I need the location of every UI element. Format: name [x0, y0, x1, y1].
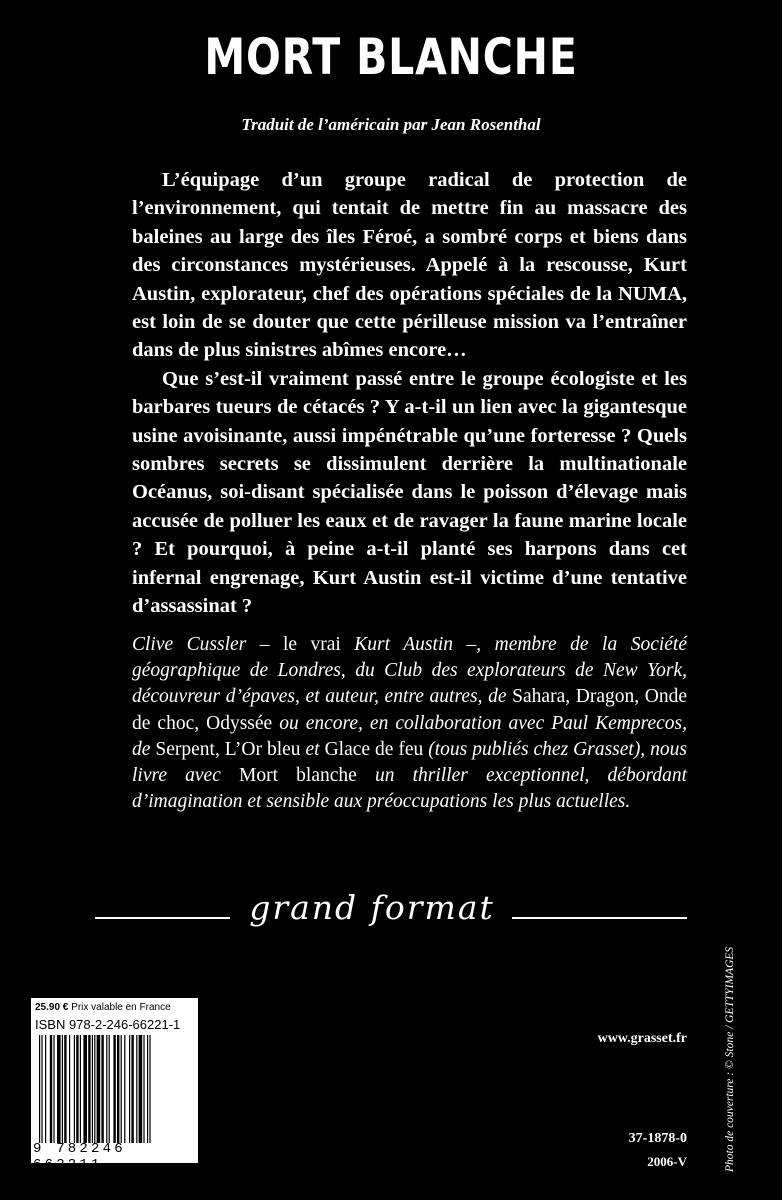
- barcode-bar: [64, 1035, 66, 1143]
- bio-fragment: (tous publiés chez Grasset), nous livre avec: [132, 738, 687, 787]
- book-titles: Glace de feu: [324, 738, 424, 760]
- summary-paragraph: L’équipage d’un groupe radical de protection de l’environnement, qui tentait de mettre fin au massacre des baleines au large des îles Féroé, a sombré corps et biens dans des circonstances mystérieuses. Appelé à la rescousse, Kurt Austin, explorateur, chef des opérations spéciales de la NUMA, est loin de se douter que cette périlleuse mission va l’entraîner dans de plus sinistres abîmes encore…: [132, 169, 687, 362]
- barcode-bar: [53, 1035, 54, 1143]
- barcode-bar: [143, 1035, 144, 1143]
- barcode-label: [31, 998, 198, 1173]
- barcode-bar: [129, 1035, 130, 1143]
- summary-paragraph: Que s’est-il vraiment passé entre le groupe écologiste et les barbares tueurs de cétacés ? Y a-t-il un lien avec la gigantesque usine avoisinante, aussi impénétrable qu’une forteresse ? Quels sombres secrets se dissimulent derrière la multinationale Océanus, soi-disant spécialisée dans le poisson d’élevage mais accusée de polluer les eaux et de ravager la faune marine locale ? Et pourquoi, à peine a-t-il planté ses harpons dans cet infernal engrenage, Kurt Austin est-il victime d’une tentative d’assassinat ?: [132, 367, 687, 618]
- barcode-bar: [57, 1035, 61, 1143]
- barcode-bar: [106, 1035, 107, 1143]
- imprint-logo: grand format: [249, 888, 495, 927]
- barcode-bars: [35, 1035, 194, 1143]
- imprint-rule-right: [512, 917, 687, 919]
- catalog-code: 37-1878-0: [628, 1131, 687, 1146]
- barcode-bar: [113, 1035, 115, 1143]
- barcode-bar: [149, 1035, 150, 1143]
- barcode-bar: [92, 1035, 93, 1143]
- bio-fragment: un thriller exceptionnel, débordant d’imagination et sensible aux préoccupations les plus actuelles.: [132, 765, 687, 813]
- summary-text: [132, 166, 687, 621]
- edition-code: 2006-V: [647, 1154, 687, 1169]
- barcode-bar: [136, 1035, 137, 1143]
- price: 25.90 €: [35, 1002, 69, 1013]
- barcode-bar: [74, 1035, 75, 1143]
- barcode-bar: [83, 1035, 87, 1143]
- book-titles: Sahara, Dragon, Onde de choc, Odyssée: [132, 686, 687, 734]
- bio-fragment: et: [300, 738, 325, 760]
- translator-credit: Traduit de l’américain par Jean Rosenthal: [241, 115, 541, 134]
- price-line: [35, 1002, 171, 1013]
- barcode-bar: [124, 1035, 125, 1143]
- bio-fragment: – le: [246, 634, 311, 655]
- isbn: ISBN 978-2-246-66221-1: [35, 1017, 181, 1032]
- barcode-bar: [97, 1035, 101, 1143]
- barcode-bar: [147, 1035, 148, 1143]
- barcode-bar: [139, 1035, 143, 1143]
- barcode-bar: [50, 1035, 52, 1143]
- barcode-bar: [94, 1035, 95, 1143]
- bio-fragment: vrai: [310, 634, 341, 655]
- book-title: MORT BLANCHE: [204, 28, 578, 86]
- barcode-digits: 9 782246 662211: [33, 1141, 126, 1173]
- barcode-bar: [109, 1035, 110, 1143]
- barcode-bar: [121, 1035, 122, 1143]
- barcode-bar: [62, 1035, 63, 1143]
- price-note: Prix valable en France: [71, 1002, 171, 1013]
- imprint-rule-left: [95, 917, 230, 919]
- barcode-bar: [80, 1035, 81, 1143]
- barcode-bar: [101, 1035, 103, 1143]
- publisher-website: www.grasset.fr: [597, 1031, 687, 1046]
- barcode-bar: [76, 1035, 78, 1143]
- barcode-bar: [45, 1035, 46, 1143]
- photo-credit: Photo de couverture : © Stone / GETTYIMAGES: [724, 946, 736, 1172]
- author-bio: [132, 632, 687, 815]
- book-titles: Serpent, L’Or bleu: [155, 738, 301, 760]
- barcode-bar: [69, 1035, 70, 1143]
- barcode-bar: [41, 1035, 42, 1143]
- author-name: Clive Cussler: [132, 634, 247, 655]
- book-titles: Mort blanche: [239, 765, 357, 787]
- barcode-bar: [117, 1035, 119, 1143]
- barcode-bar: [131, 1035, 133, 1143]
- bio-fragment: ou encore, en collaboration avec Paul Kemprecos, de: [132, 712, 687, 760]
- bio-fragment: Kurt Austin –, membre de la Société géographique de Londres, du Club des explorateurs de New York, découvreur d’épaves, et auteur, entre autres, de: [132, 634, 688, 708]
- barcode-bar: [88, 1035, 90, 1143]
- barcode-bar: [39, 1035, 40, 1143]
